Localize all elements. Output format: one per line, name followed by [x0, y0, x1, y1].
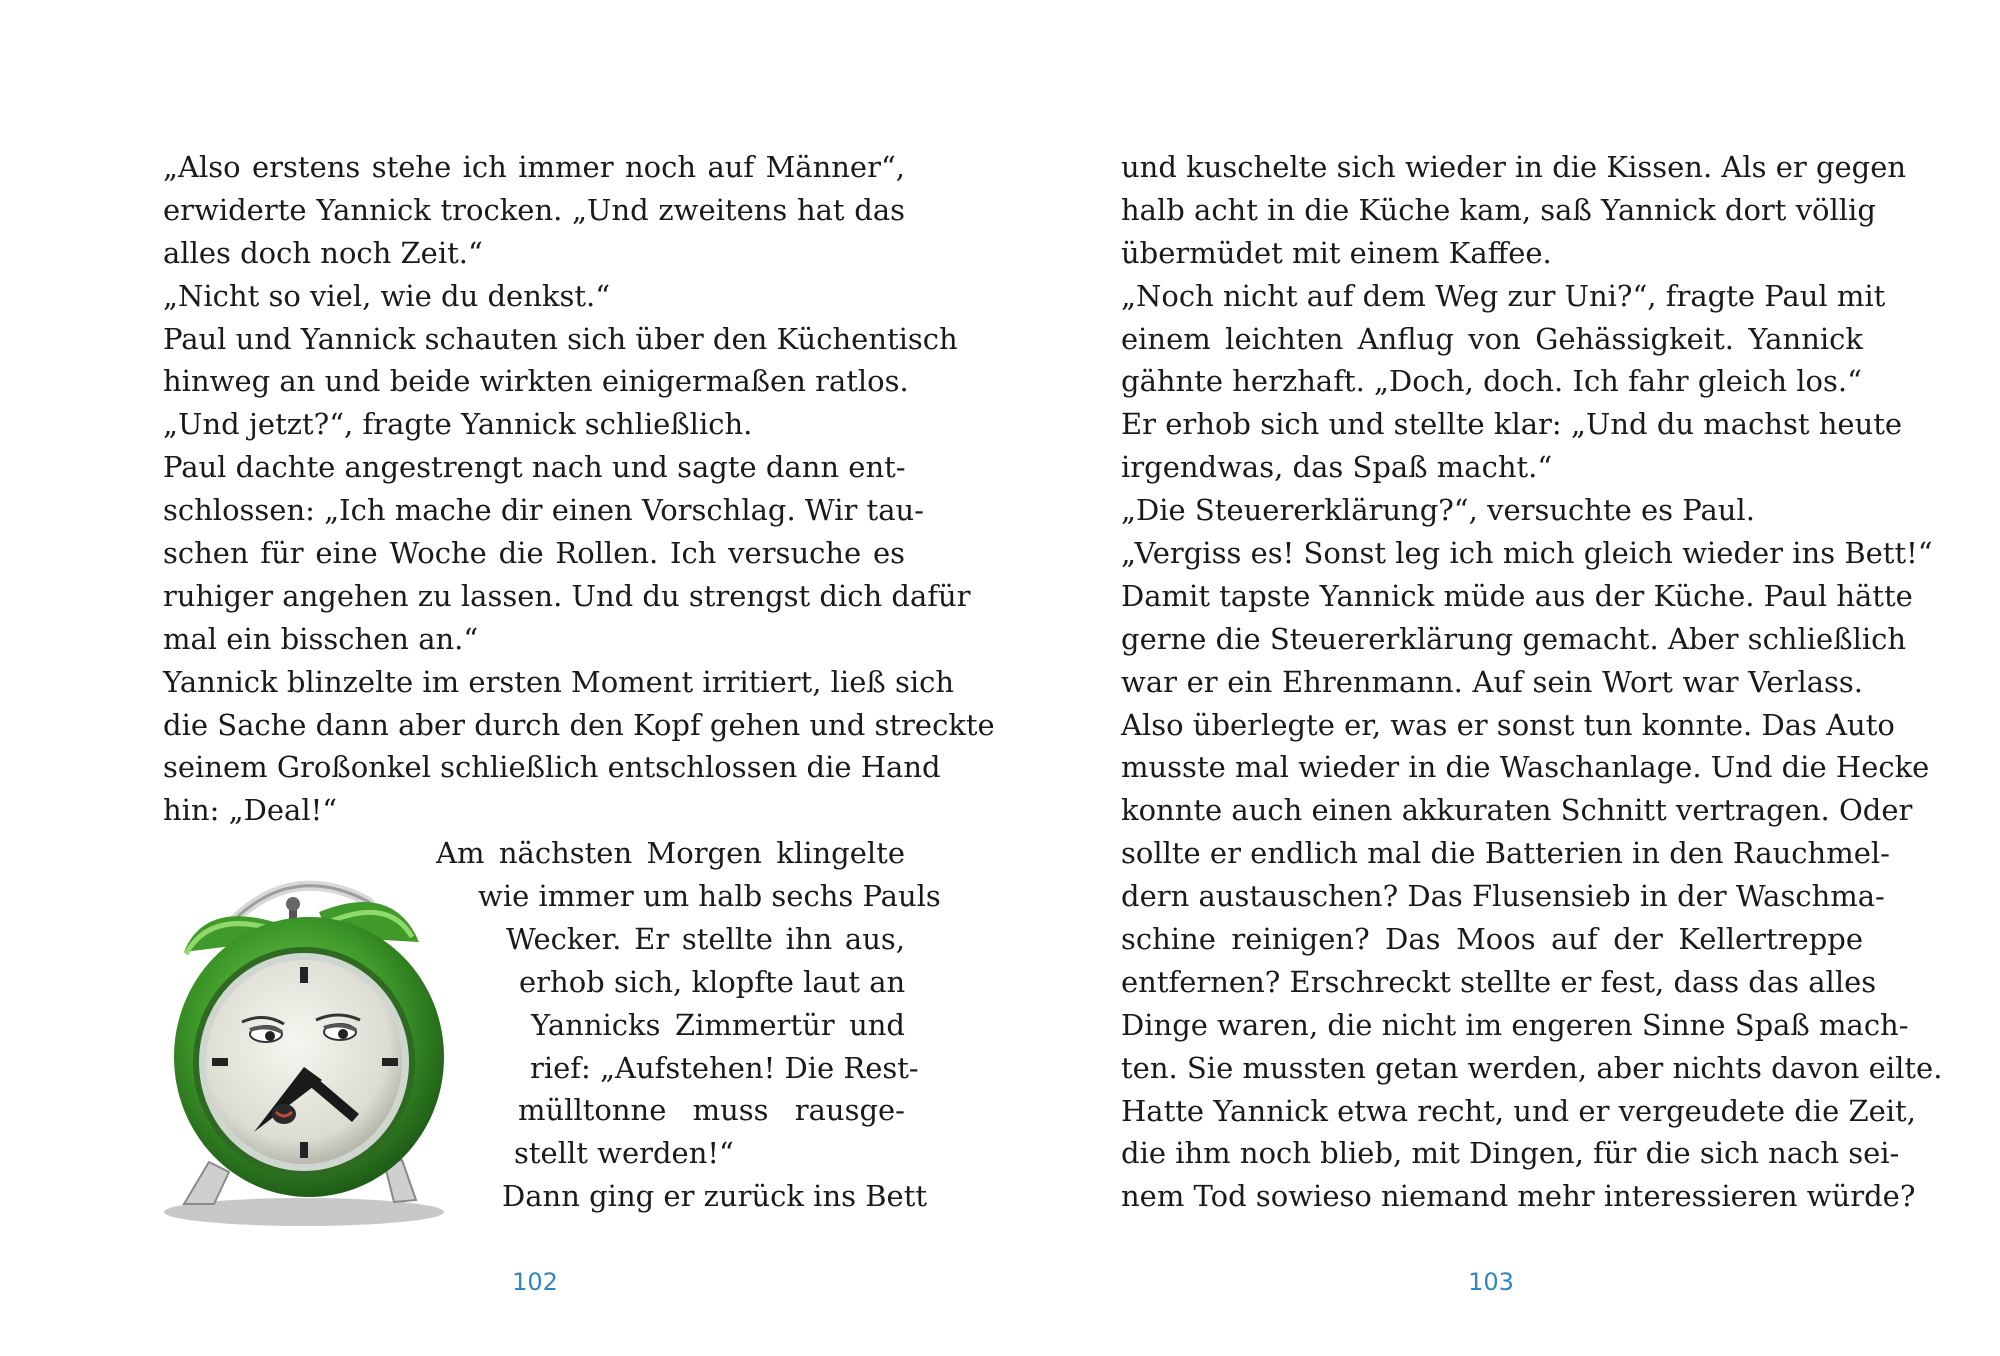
text-line: Damit tapste Yannick müde aus der Küche. Paul hätte — [1121, 578, 1913, 613]
text-line: konnte auch einen akkuraten Schnitt vertragen. Oder — [1121, 793, 1913, 828]
text-line: hin: „Deal!“ — [163, 793, 338, 828]
text-line: Hatte Yannick etwa recht, und er vergeudete die Zeit, — [1121, 1093, 1916, 1128]
text-line: die ihm noch blieb, mit Dingen, für die sich nach sei- — [1121, 1136, 1900, 1171]
text-line: irgendwas, das Spaß macht.“ — [1121, 450, 1553, 485]
text-line: übermüdet mit einem Kaffee. — [1121, 235, 1552, 270]
text-line: alles doch noch Zeit.“ — [163, 235, 483, 270]
text-line: „Also erstens stehe ich immer noch auf Männer“, — [163, 150, 905, 184]
text-line: erhob sich, klopfte laut an — [519, 964, 906, 999]
text-line: entfernen? Erschreckt stellte er fest, dass das alles — [1121, 964, 1877, 999]
text-line: einem leichten Anflug von Gehässigkeit. Yannick — [1121, 321, 1863, 356]
text-line: schlossen: „Ich mache dir einen Vorschlag. Wir tau- — [163, 493, 924, 528]
text-line: mal ein bisschen an.“ — [163, 621, 479, 656]
page-number: 103 — [1468, 1268, 1514, 1296]
alarm-clock-icon — [154, 842, 474, 1232]
text-line: wie immer um halb sechs Pauls — [478, 878, 941, 913]
text-line: sollte er endlich mal die Batterien in den Rauchmel- — [1121, 836, 1890, 871]
text-line: stellt werden!“ — [514, 1136, 734, 1171]
text-line: „Vergiss es! Sonst leg ich mich gleich wieder ins Bett!“ — [1121, 536, 1933, 571]
text-line: Paul und Yannick schauten sich über den Küchentisch — [163, 321, 958, 356]
left-page-text — [163, 146, 995, 832]
right-page-text — [1121, 146, 1943, 1218]
text-line: „Die Steuererklärung?“, versuchte es Paul. — [1121, 493, 1755, 528]
text-line: „Nicht so viel, wie du denkst.“ — [163, 278, 611, 313]
text-line: hinweg an und beide wirkten einigermaßen ratlos. — [163, 364, 909, 399]
text-line: Yannick blinzelte im ersten Moment irritiert, ließ sich — [163, 664, 955, 699]
text-line: ten. Sie mussten getan werden, aber nichts davon eilte. — [1121, 1050, 1943, 1085]
text-line: schine reinigen? Das Moos auf der Kellertreppe — [1121, 922, 1863, 957]
text-line: dern austauschen? Das Flusensieb in der Waschma- — [1121, 879, 1885, 914]
text-line: „Noch nicht auf dem Weg zur Uni?“, fragte Paul mit — [1121, 278, 1886, 313]
text-line: Yannicks Zimmertür und — [531, 1007, 905, 1042]
right-page — [1000, 0, 2000, 1356]
text-line: nem Tod sowieso niemand mehr interessieren würde? — [1121, 1179, 1916, 1214]
text-line: die Sache dann aber durch den Kopf gehen und streckte — [163, 707, 995, 742]
text-line: seinem Großonkel schließlich entschlossen die Hand — [163, 750, 941, 785]
text-line: Also überlegte er, was er sonst tun konnte. Das Auto — [1121, 707, 1895, 742]
text-line: musste mal wieder in die Waschanlage. Und die Hecke — [1121, 750, 1930, 785]
text-line: Paul dachte angestrengt nach und sagte dann ent- — [163, 450, 906, 485]
text-line: gähnte herzhaft. „Doch, doch. Ich fahr gleich los.“ — [1121, 364, 1862, 399]
text-line: Am nächsten Morgen klingelte — [436, 836, 905, 870]
text-line: erwiderte Yannick trocken. „Und zweitens hat das — [163, 192, 905, 227]
text-line: rief: „Aufstehen! Die Rest- — [530, 1050, 919, 1085]
text-line: mülltonne muss rausge- — [518, 1093, 905, 1128]
text-line: war er ein Ehrenmann. Auf sein Wort war Verlass. — [1121, 664, 1863, 699]
text-line: gerne die Steuererklärung gemacht. Aber schließlich — [1121, 621, 1907, 656]
text-line: Er erhob sich und stellte klar: „Und du machst heute — [1121, 407, 1903, 442]
text-line: „Und jetzt?“, fragte Yannick schließlich. — [163, 407, 753, 442]
text-line: ruhiger angehen zu lassen. Und du strengst dich dafür — [163, 578, 971, 613]
text-line: Dinge waren, die nicht im engeren Sinne Spaß mach- — [1121, 1007, 1909, 1042]
page-number: 102 — [512, 1268, 558, 1296]
text-line: halb acht in die Küche kam, saß Yannick dort völlig — [1121, 192, 1876, 227]
text-line: Dann ging er zurück ins Bett — [502, 1179, 928, 1214]
text-line: Wecker. Er stellte ihn aus, — [506, 921, 905, 956]
text-line: und kuschelte sich wieder in die Kissen. Als er gegen — [1121, 150, 1907, 184]
text-line: schen für eine Woche die Rollen. Ich versuche es — [163, 536, 905, 571]
